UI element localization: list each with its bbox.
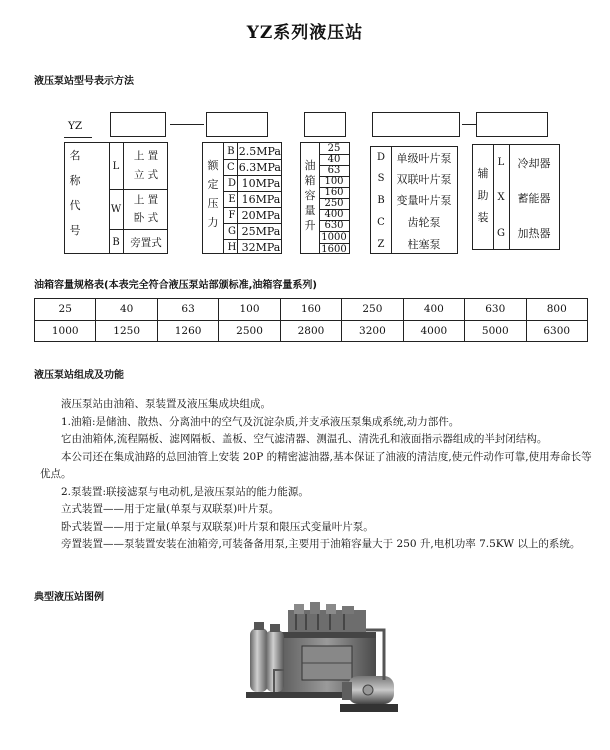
pressure-code: E xyxy=(228,193,236,205)
tank-size: 1000 xyxy=(321,231,347,243)
pump-label: 双联叶片泵 xyxy=(396,172,452,186)
tank-label-char: 箱 xyxy=(304,174,316,187)
pressure-code: B xyxy=(227,145,235,157)
hydraulic-station-photo xyxy=(244,600,402,726)
aux-code: X xyxy=(497,192,505,203)
tank-size: 1600 xyxy=(321,243,347,255)
mount-label-L: 上 置 立 式 xyxy=(133,150,159,181)
pressure-value: 6.3MPa xyxy=(238,160,281,174)
pump-code: B xyxy=(377,194,385,206)
tank-label-char: 油 xyxy=(304,159,316,172)
table-cell: 25 xyxy=(35,299,96,321)
pressure-value: 20MPa xyxy=(241,208,281,222)
table-cell: 1000 xyxy=(35,320,96,342)
aux-code: G xyxy=(497,227,505,239)
name-label-char: 号 xyxy=(69,224,81,237)
composition-body xyxy=(40,396,592,554)
table-cell: 400 xyxy=(403,299,464,321)
prefix-underline xyxy=(64,137,92,138)
aux-option-label: 加热器 xyxy=(517,227,551,240)
table-cell: 40 xyxy=(96,299,157,321)
capacity-table xyxy=(34,298,588,342)
pressure-label-char: 力 xyxy=(207,216,219,229)
table-cell: 4000 xyxy=(403,320,464,342)
mount-label-W: 上 置 卧 式 xyxy=(133,194,159,224)
pressure-value: 2.5MPa xyxy=(238,144,281,158)
capacity-section-heading: 油箱容量规格表(本表完全符合液压泵站部颁标准,油箱容量系列) xyxy=(34,280,317,291)
table-cell: 250 xyxy=(342,299,403,321)
tank-size: 630 xyxy=(324,220,344,231)
tank-size: 160 xyxy=(324,187,344,198)
pressure-group xyxy=(202,142,282,254)
paragraph: 2.泵装置:联接滤泵与电动机,是液压泵站的能力能源。 xyxy=(61,485,309,498)
pressure-label xyxy=(203,159,223,229)
slot-box-5 xyxy=(476,112,548,137)
paragraph: 本公司还在集成油路的总回油管上安装 20P 的精密滤油器,基本保证了油液的清洁度,使元件动作可靠,使用寿命长等优点。 xyxy=(40,450,592,480)
paragraph: 旁置装置——泵装置安装在油箱旁,可装备备用泵,主要用于油箱容量大于 250 升,电机功率 7.5KW 以上的系统。 xyxy=(61,538,581,550)
table-cell: 1250 xyxy=(96,320,157,342)
pressure-code: G xyxy=(228,225,236,237)
tank-size: 250 xyxy=(324,198,344,209)
aux-label-char: 助 xyxy=(477,189,489,202)
pressure-value: 32MPa xyxy=(241,240,281,254)
mount-code-W: W xyxy=(110,203,122,215)
table-cell: 160 xyxy=(280,299,341,321)
composition-section-heading: 液压泵站组成及功能 xyxy=(34,370,124,381)
pressure-value: 25MPa xyxy=(241,224,281,238)
paragraph: 液压泵站由油箱、泵装置及液压集成块组成。 xyxy=(61,398,271,410)
name-label-char: 称 xyxy=(69,174,81,187)
pump-label: 单级叶片泵 xyxy=(396,151,452,165)
paragraph: 它由油箱体,流程隔板、滤网隔板、盖板、空气滤清器、测温孔、清洗孔和液面指示器组成的半封闭结构。 xyxy=(61,433,548,445)
pump-label: 齿轮泵 xyxy=(407,216,441,229)
name-label-char: 名 xyxy=(69,149,81,162)
pump-code: D xyxy=(376,152,386,163)
pump-label: 柱塞泵 xyxy=(407,238,441,251)
tank-label-char: 容 xyxy=(304,189,316,202)
tank-size: 400 xyxy=(324,209,344,220)
table-row xyxy=(35,320,588,342)
table-cell: 100 xyxy=(219,299,280,321)
aux-label-char: 装 xyxy=(477,211,489,224)
pressure-value: 16MPa xyxy=(241,192,281,206)
page-title: YZ系列液压站 xyxy=(246,23,364,43)
table-cell: 2800 xyxy=(280,320,341,342)
paragraph: 1.油箱:是储油、散热、分离油中的空气及沉淀杂质,并支承液压泵集成系统,动力部件。 xyxy=(61,415,460,428)
table-cell: 63 xyxy=(157,299,218,321)
aux-label xyxy=(473,167,493,224)
slot-box-2 xyxy=(206,112,268,137)
slot-box-3 xyxy=(304,112,346,137)
aux-option-label: 蓄能器 xyxy=(517,191,551,205)
tank-label xyxy=(301,159,319,232)
table-row xyxy=(35,299,588,321)
pressure-value: 10MPa xyxy=(241,176,281,190)
pressure-code: C xyxy=(227,161,235,173)
tank-label-char: 量 xyxy=(304,204,316,217)
pressure-code: F xyxy=(228,209,236,221)
tank-size: 25 xyxy=(327,143,341,154)
aux-option-label: 冷却器 xyxy=(517,156,551,170)
pump-code: C xyxy=(377,216,385,228)
tank-size: 63 xyxy=(327,165,341,176)
pressure-label-char: 定 xyxy=(207,178,219,191)
example-section-heading: 典型液压站图例 xyxy=(34,592,104,603)
connector-1 xyxy=(170,124,204,125)
table-cell: 5000 xyxy=(465,320,526,342)
mount-code-B: B xyxy=(112,236,120,248)
pump-group xyxy=(370,146,458,254)
table-cell: 3200 xyxy=(342,320,403,342)
aux-group xyxy=(472,144,560,250)
mount-label-B: 旁置式 xyxy=(130,236,162,249)
pressure-code: H xyxy=(227,241,237,253)
aux-label-char: 辅 xyxy=(477,167,489,180)
mount-group xyxy=(64,142,168,254)
pump-label: 变量叶片泵 xyxy=(396,194,452,207)
paragraph: 卧式装置——用于定量(单泵与双联泵)叶片泵和限压式变量叶片泵。 xyxy=(61,520,374,533)
tank-size: 100 xyxy=(324,176,344,187)
aux-code: L xyxy=(497,157,505,168)
table-cell: 2500 xyxy=(219,320,280,342)
pressure-code: D xyxy=(227,177,237,189)
pump-code: S xyxy=(377,173,385,184)
model-section-heading: 液压泵站型号表示方法 xyxy=(34,76,134,87)
pump-code: Z xyxy=(377,238,385,250)
name-label xyxy=(65,149,85,237)
table-cell: 630 xyxy=(465,299,526,321)
table-cell: 800 xyxy=(526,299,588,321)
table-cell: 1260 xyxy=(157,320,218,342)
pressure-label-char: 额 xyxy=(207,159,219,172)
tank-group xyxy=(300,142,350,254)
paragraph: 立式装置——用于定量(单泵与双联泵)叶片泵。 xyxy=(61,503,280,515)
tank-label-char: 升 xyxy=(304,219,316,232)
model-prefix: YZ xyxy=(68,120,83,132)
name-label-char: 代 xyxy=(69,199,81,212)
pressure-label-char: 压 xyxy=(207,197,219,210)
mount-code-L: L xyxy=(112,160,120,172)
slot-box-1 xyxy=(110,112,166,137)
tank-size: 40 xyxy=(327,154,341,165)
slot-box-4 xyxy=(372,112,460,137)
table-cell: 6300 xyxy=(526,320,588,342)
